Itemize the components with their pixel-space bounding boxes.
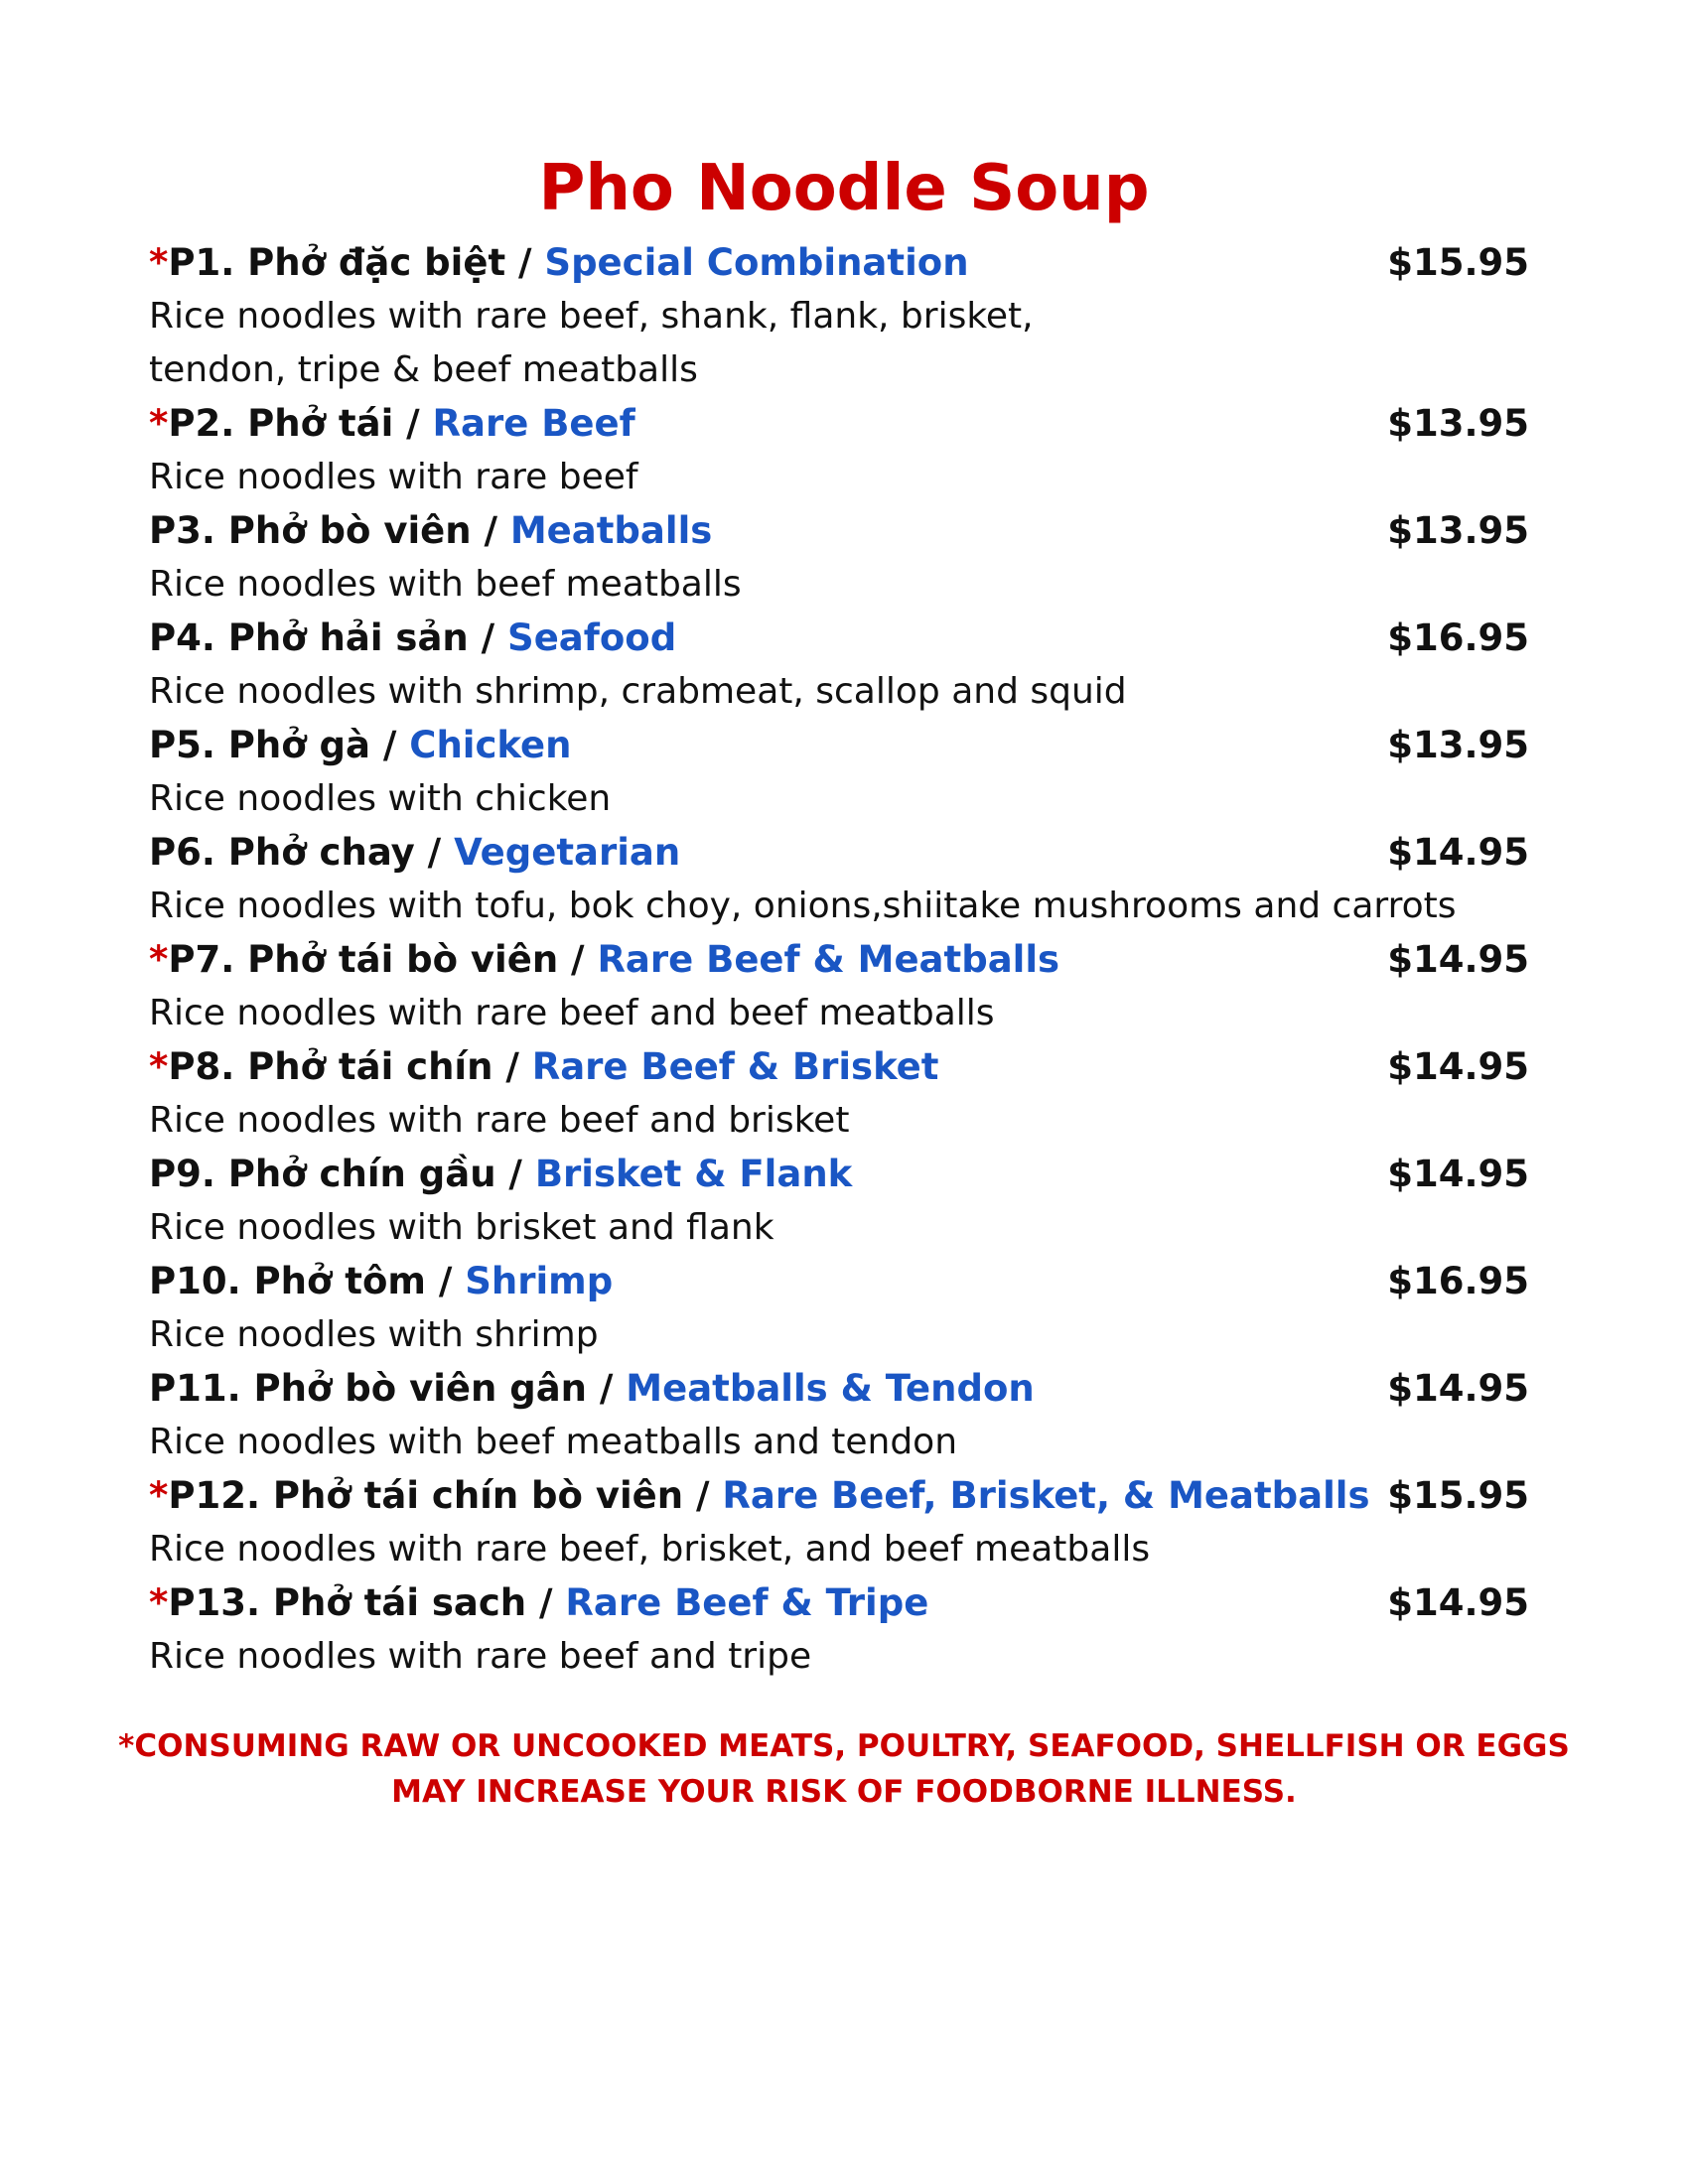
menu-item-name (149, 504, 712, 558)
menu-item (149, 1148, 1529, 1255)
menu-item-name (149, 612, 676, 665)
menu-item-english-name: Special Combination (544, 241, 969, 284)
menu-item-description: Rice noodles with rare beef (149, 457, 638, 497)
menu-item-price: $14.95 (1387, 1367, 1529, 1410)
menu-item (149, 236, 1529, 397)
menu-item-english-name: Seafood (507, 616, 677, 659)
menu-item-description: Rice noodles with rare beef and brisket (149, 1100, 850, 1141)
menu-item (149, 719, 1529, 826)
menu-item-name (149, 236, 969, 290)
raw-marker-star: * (149, 402, 169, 445)
menu-item-code-vietnamese: P13. Phở tái sach / (168, 1581, 566, 1624)
menu-item-code-vietnamese: P3. Phở bò viên / (149, 509, 510, 552)
menu-item-header (149, 612, 1529, 665)
menu-item-price: $15.95 (1387, 241, 1529, 284)
menu-item-header (149, 1469, 1529, 1523)
menu-item-price: $14.95 (1387, 1045, 1529, 1088)
menu-item-english-name: Rare Beef & Meatballs (597, 938, 1060, 981)
menu-item-english-name: Meatballs & Tendon (626, 1367, 1035, 1410)
menu-item-name (149, 1148, 852, 1201)
menu-item-name (149, 1255, 613, 1308)
menu-item-english-name: Shrimp (465, 1260, 614, 1302)
menu-item-price: $14.95 (1387, 938, 1529, 981)
menu-item-english-name: Meatballs (509, 509, 713, 552)
menu-item-name (149, 1040, 938, 1094)
menu-item-header (149, 719, 1529, 772)
menu-item (149, 397, 1529, 504)
menu-item-description: Rice noodles with shrimp, crabmeat, scallop and squid (149, 671, 1127, 712)
menu-item-english-name: Rare Beef & Tripe (565, 1581, 929, 1624)
raw-marker-star: * (149, 938, 169, 981)
menu-item-code-vietnamese: P7. Phở tái bò viên / (168, 938, 598, 981)
menu-item-description: Rice noodles with chicken (149, 778, 612, 819)
menu-item (149, 612, 1529, 719)
menu-item-name (149, 933, 1059, 987)
menu-item-header (149, 236, 1529, 290)
menu-item-english-name: Rare Beef, Brisket, & Meatballs (722, 1474, 1370, 1517)
menu-item-header (149, 1362, 1529, 1416)
menu-item-code-vietnamese: P4. Phở hải sản / (149, 616, 508, 659)
menu-item-price: $14.95 (1387, 1153, 1529, 1195)
menu-item-code-vietnamese: P9. Phở chín gầu / (149, 1153, 535, 1195)
menu-item-name (149, 1469, 1369, 1523)
menu-item-price: $15.95 (1387, 1474, 1529, 1517)
menu-item-description: Rice noodles with beef meatballs and tendon (149, 1422, 958, 1462)
menu-item-description: Rice noodles with shrimp (149, 1314, 599, 1355)
menu-item-name (149, 397, 635, 451)
menu-item-header (149, 397, 1529, 451)
menu-item-english-name: Chicken (409, 724, 572, 766)
raw-marker-star: * (149, 1045, 169, 1088)
menu-item-price: $13.95 (1387, 724, 1529, 766)
raw-marker-star: * (149, 1581, 169, 1624)
warning-line: *CONSUMING RAW OR UNCOOKED MEATS, POULTRY, SEAFOOD, SHELLFISH OR EGGS (118, 1728, 1570, 1764)
menu-item-description: Rice noodles with rare beef and tripe (149, 1636, 812, 1677)
menu-item-price: $16.95 (1387, 616, 1529, 659)
menu-item-name (149, 719, 571, 772)
menu-item-header (149, 826, 1529, 880)
menu-item-description: Rice noodles with rare beef, brisket, and beef meatballs (149, 1529, 1151, 1570)
menu-item-description: Rice noodles with brisket and flank (149, 1207, 774, 1248)
raw-marker-star: * (149, 241, 169, 284)
menu-item-english-name: Rare Beef (432, 402, 635, 445)
menu-item-name (149, 1576, 928, 1630)
menu-item-price: $16.95 (1387, 1260, 1529, 1302)
menu-item-header (149, 1576, 1529, 1630)
menu-item-code-vietnamese: P10. Phở tôm / (149, 1260, 466, 1302)
menu-item (149, 933, 1529, 1040)
menu-item-price: $14.95 (1387, 1581, 1529, 1624)
menu-item-description: Rice noodles with rare beef and beef meatballs (149, 993, 995, 1033)
menu-item-header (149, 504, 1529, 558)
menu-item-description: Rice noodles with tofu, bok choy, onions,shiitake mushrooms and carrots (149, 886, 1457, 926)
page-title: Pho Noodle Soup (538, 152, 1150, 225)
menu-item-price: $13.95 (1387, 402, 1529, 445)
menu-item-name (149, 1362, 1035, 1416)
menu-item (149, 1255, 1529, 1362)
menu-list (149, 236, 1529, 1684)
menu-item-english-name: Vegetarian (454, 831, 681, 874)
menu-item-description: tendon, tripe & beef meatballs (149, 349, 698, 390)
menu-item-english-name: Brisket & Flank (534, 1153, 853, 1195)
menu-item-header (149, 1255, 1529, 1308)
menu-item-name (149, 826, 680, 880)
menu-item (149, 1362, 1529, 1469)
menu-item-header (149, 1148, 1529, 1201)
menu-item-code-vietnamese: P8. Phở tái chín / (168, 1045, 532, 1088)
warning-line: MAY INCREASE YOUR RISK OF FOODBORNE ILLNESS. (391, 1774, 1297, 1810)
menu-item-header (149, 1040, 1529, 1094)
menu-item (149, 826, 1529, 933)
menu-item (149, 1040, 1529, 1148)
menu-item (149, 1576, 1529, 1684)
menu-item-description: Rice noodles with rare beef, shank, flank, brisket, (149, 296, 1034, 337)
menu-item-code-vietnamese: P12. Phở tái chín bò viên / (168, 1474, 723, 1517)
raw-food-warning (0, 1723, 1688, 1815)
menu-item-code-vietnamese: P5. Phở gà / (149, 724, 410, 766)
raw-marker-star: * (149, 1474, 169, 1517)
menu-item-english-name: Rare Beef & Brisket (531, 1045, 939, 1088)
menu-item-header (149, 933, 1529, 987)
menu-item-code-vietnamese: P11. Phở bò viên gân / (149, 1367, 627, 1410)
menu-item (149, 504, 1529, 612)
menu-item-code-vietnamese: P1. Phở đặc biệt / (168, 241, 545, 284)
menu-item-description: Rice noodles with beef meatballs (149, 564, 742, 605)
menu-item-code-vietnamese: P2. Phở tái / (168, 402, 433, 445)
menu-item-price: $13.95 (1387, 509, 1529, 552)
menu-item-code-vietnamese: P6. Phở chay / (149, 831, 455, 874)
menu-item (149, 1469, 1529, 1576)
menu-item-price: $14.95 (1387, 831, 1529, 874)
